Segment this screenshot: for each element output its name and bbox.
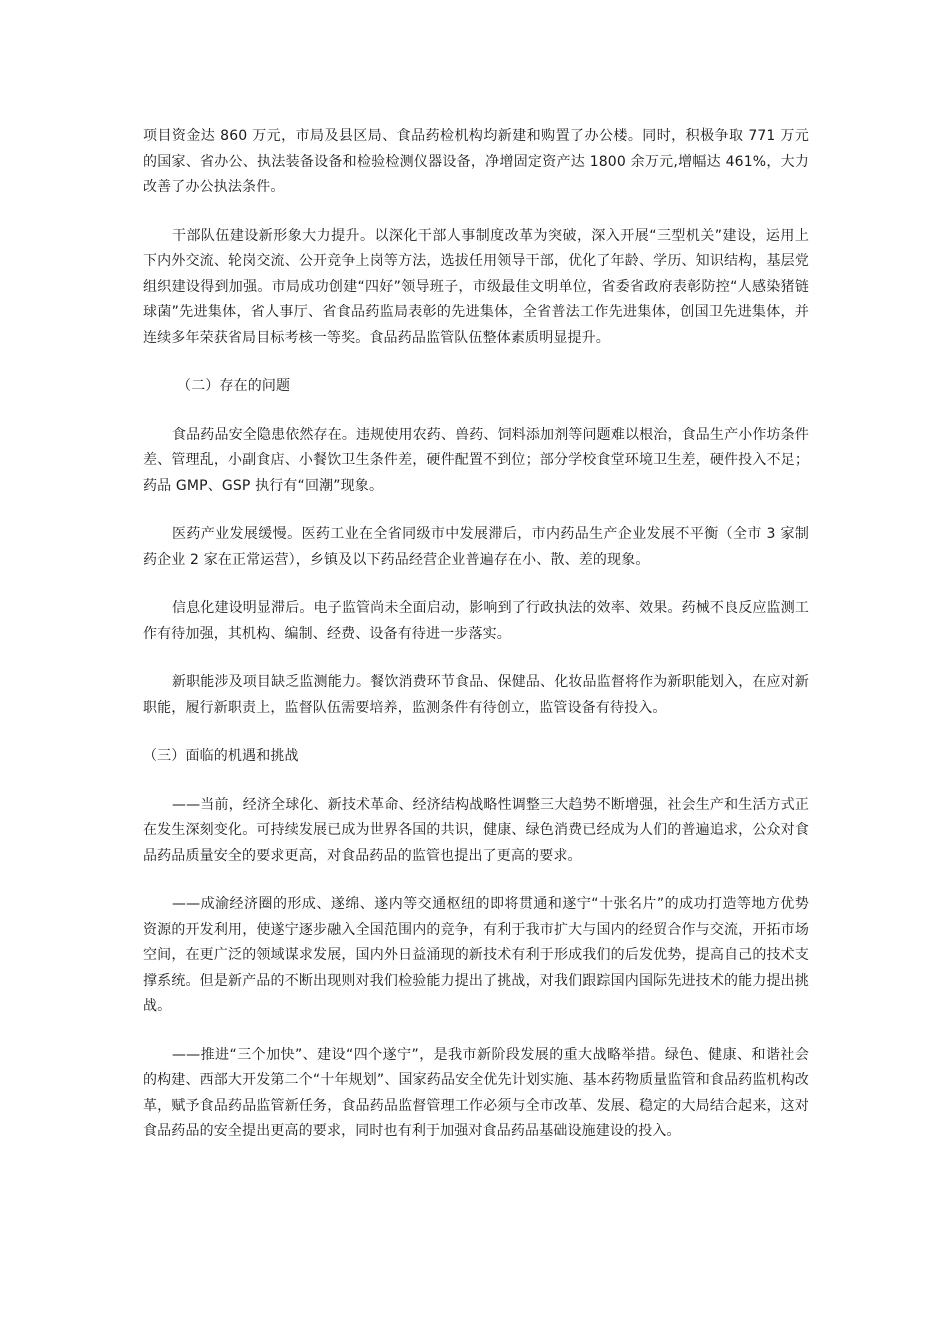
section-heading-opportunities: （三）面临的机遇和挑战: [143, 748, 299, 764]
paragraph-global-trends: ——当前，经济全球化、新技术革命、经济结构战略性调整三大趋势不断增强，社会生产和生活方式正在发生深刻变化。可持续发展已成为世界各国的共识，健康、绿色消费已经成为人们的普遍追求，公众对食品药品质量安全的要求更高，对食品药品的监管也提出了更高的要求。: [143, 796, 809, 864]
document-body: [143, 124, 809, 1168]
paragraph-cadre-team: 干部队伍建设新形象大力提升。以深化干部人事制度改革为突破，深入开展“三型机关”建设，运用上下内外交流、轮岗交流、公开竞争上岗等方法，选拔任用领导干部，优化了年龄、学历、知识结构，基层党组织建设得到加强。市局成功创建“四好”领导班子，市级最佳文明单位，省委省政府表彰防控“人感染猪链球菌”先进集体，省人事厅、省食品药监局表彰的先进集体，全省普法工作先进集体，创国卫先进集体，并连续多年荣获省局目标考核一等奖。食品药品监管队伍整体素质明显提升。: [143, 227, 809, 346]
paragraph-strategic-measures: ——推进“三个加快”、建设“四个遂宁”，是我市新阶段发展的重大战略举措。绿色、健康、和谐社会的构建、西部大开发第二个“十年规划”、国家药品安全优先计划实施、基本药物质量监管和食品药监机构改革，赋予食品药品监管新任务，食品药品监督管理工作必须与全市改革、发展、稳定的大局结合起来，这对食品药品的安全提出更高的要求，同时也有利于加强对食品药品基础设施建设的投入。: [143, 1046, 809, 1139]
paragraph-informatization: 信息化建设明显滞后。电子监管尚未全面启动，影响到了行政执法的效率、效果。药械不良反应监测工作有待加强，其机构、编制、经费、设备有待进一步落实。: [143, 600, 809, 642]
paragraph-new-functions: 新职能涉及项目缺乏监测能力。餐饮消费环节食品、保健品、化妆品监督将作为新职能划入，在应对新职能，履行新职责上，监督队伍需要培养，监测条件有待创立，监管设备有待投入。: [143, 674, 809, 716]
paragraph-chengyu-economic-circle: ——成渝经济圈的形成、遂绵、遂内等交通枢纽的即将贯通和遂宁“十张名片”的成功打造等地方优势资源的开发利用，使遂宁逐步融入全国范围内的竞争，有利于我市扩大与国内的经贸合作与交流，开拓市场空间，在更广泛的领域谋求发展，国内外日益涌现的新技术有利于形成我们的后发优势，提高自己的技术支撑系统。但是新产品的不断出现则对我们检验能力提出了挑战，对我们跟踪国内国际先进技术的能力提出挑战。: [143, 896, 809, 1014]
section-heading-problems: （二）存在的问题: [177, 378, 291, 394]
paragraph-pharma-industry: 医药产业发展缓慢。医药工业在全省同级市中发展滞后，市内药品生产企业发展不平衡（全市 3 家制药企业 2 家在正常运营），乡镇及以下药品经营企业普遍存在小、散、差的现象。: [143, 526, 809, 568]
paragraph-safety-hazards: 食品药品安全隐患依然存在。违规使用农药、兽药、饲料添加剂等问题难以根治，食品生产小作坊条件差、管理乱，小副食店、小餐饮卫生条件差，硬件配置不到位；部分学校食堂环境卫生差，硬件投入不足；药品 GMP、GSP 执行有“回潮”现象。: [143, 426, 809, 494]
paragraph-funding: 项目资金达 860 万元，市局及县区局、食品药检机构均新建和购置了办公楼。同时，积极争取 771 万元的国家、省办公、执法装备设备和检验检测仪器设备，净增固定资产达 1800 余万元,增幅达 461%，大力改善了办公执法条件。: [143, 128, 809, 195]
